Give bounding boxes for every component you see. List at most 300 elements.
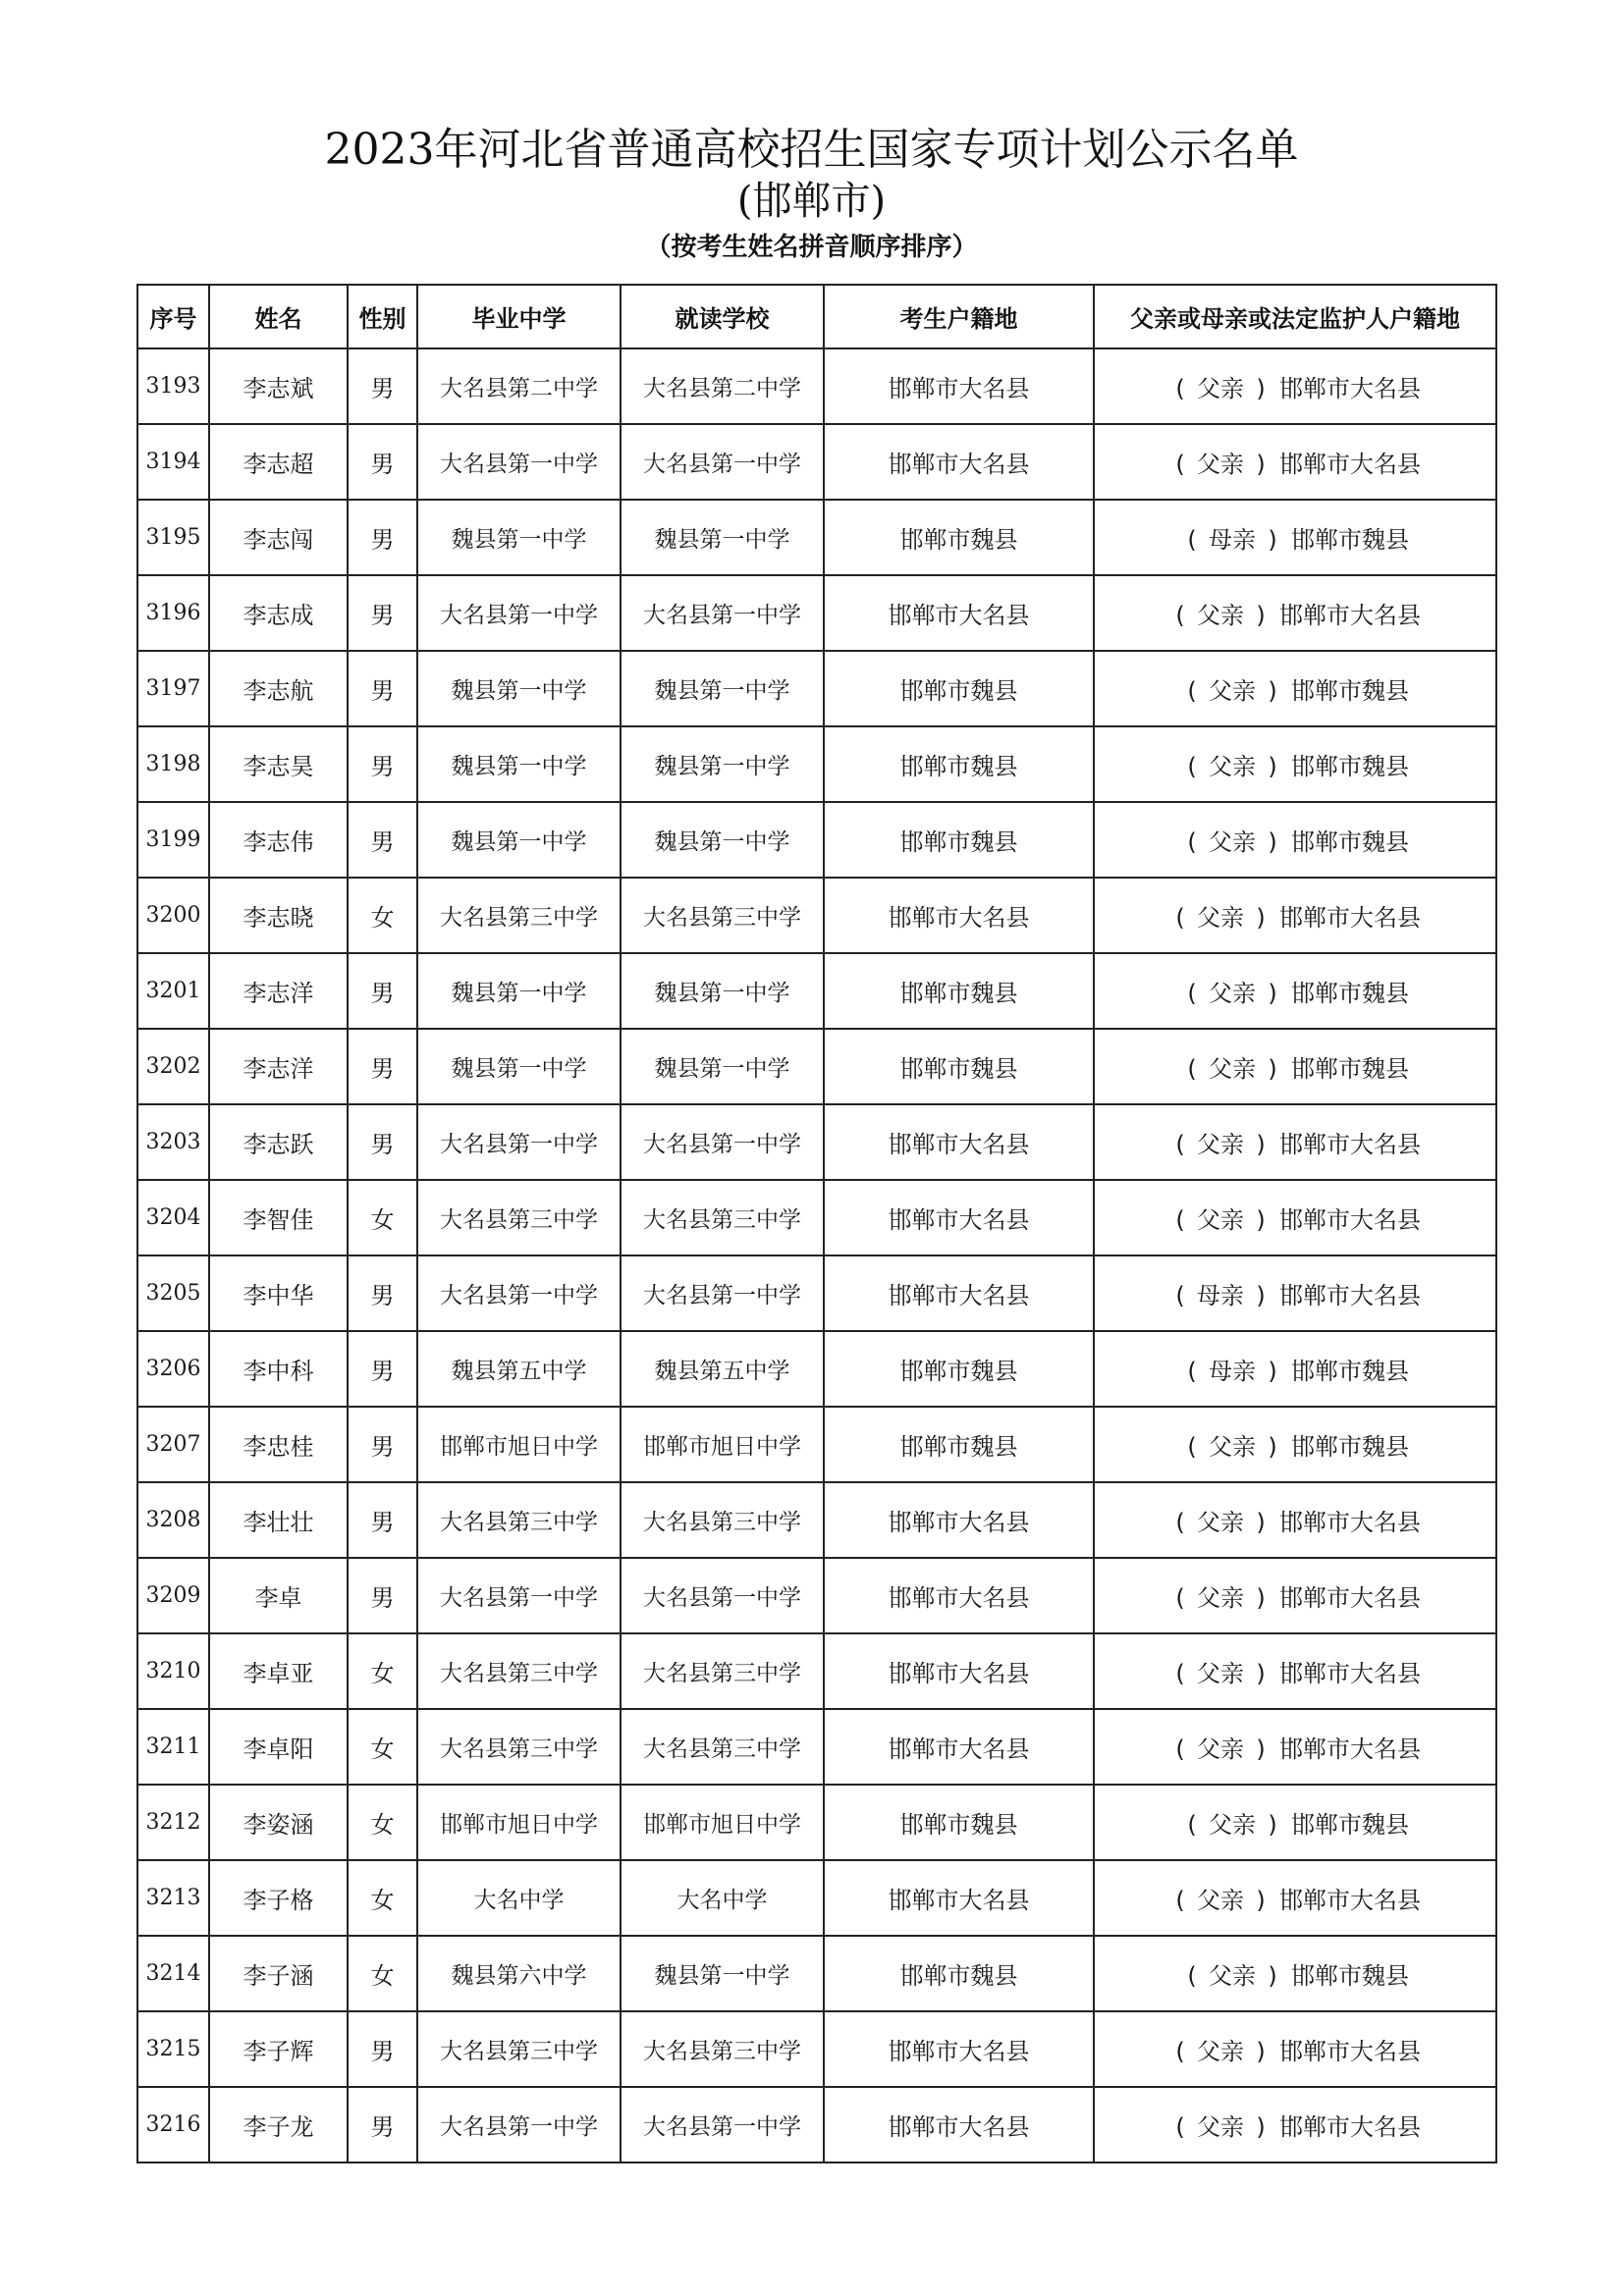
student-name-cell: 李智佳 [209, 1180, 348, 1255]
guardian-residence-cell [1094, 878, 1496, 953]
guardian-residence-cell [1094, 424, 1496, 500]
table-row [137, 1558, 1496, 1633]
residence-cell: 邯郸市魏县 [824, 726, 1094, 802]
residence-cell: 邯郸市魏县 [824, 651, 1094, 726]
gender-cell: 男 [348, 651, 417, 726]
close-paren: ) [1256, 1131, 1266, 1158]
gender-cell: 女 [348, 1633, 417, 1709]
student-name-cell: 李志航 [209, 651, 348, 726]
guardian-residence-cell [1094, 348, 1496, 424]
table-row [137, 1331, 1496, 1407]
student-name-cell: 李子格 [209, 1860, 348, 1936]
guardian-place: 邯郸市大名县 [1279, 1509, 1421, 1536]
graduation-school-cell: 大名县第三中学 [417, 2011, 621, 2087]
serial-number-cell: 3211 [137, 1709, 209, 1785]
table-row [137, 1180, 1496, 1255]
guardian-place: 邯郸市大名县 [1279, 602, 1421, 629]
table-row [137, 424, 1496, 500]
residence-cell: 邯郸市魏县 [824, 1331, 1094, 1407]
gender-cell: 男 [348, 1482, 417, 1558]
close-paren: ) [1256, 1735, 1266, 1763]
student-name-cell: 李卓 [209, 1558, 348, 1633]
current-school-cell: 大名县第三中学 [621, 2011, 824, 2087]
table-row [137, 2087, 1496, 2163]
serial-number-cell: 3197 [137, 651, 209, 726]
graduation-school-cell: 大名县第三中学 [417, 1709, 621, 1785]
open-paren: ( [1175, 1206, 1185, 1234]
gender-cell: 男 [348, 726, 417, 802]
sort-note: （按考生姓名拼音顺序排序） [645, 233, 978, 262]
graduation-school-cell: 邯郸市旭日中学 [417, 1785, 621, 1860]
serial-number-cell: 3196 [137, 575, 209, 651]
serial-number-cell: 3214 [137, 1936, 209, 2011]
guardian-relation: 父亲 [1209, 1055, 1256, 1083]
guardian-place: 邯郸市大名县 [1279, 1282, 1421, 1309]
residence-cell: 邯郸市大名县 [824, 1482, 1094, 1558]
guardian-place: 邯郸市魏县 [1291, 1055, 1409, 1083]
column-header-no: 序号 [137, 285, 209, 348]
graduation-school-cell: 魏县第一中学 [417, 726, 621, 802]
open-paren: ( [1187, 1962, 1197, 1990]
graduation-school-cell: 大名中学 [417, 1860, 621, 1936]
student-name-cell: 李志昊 [209, 726, 348, 802]
student-name-cell: 李志跃 [209, 1104, 348, 1180]
residence-cell: 邯郸市大名县 [824, 1558, 1094, 1633]
student-name-cell: 李志洋 [209, 953, 348, 1029]
guardian-relation: 父亲 [1209, 677, 1256, 705]
gender-cell: 女 [348, 878, 417, 953]
table-row [137, 878, 1496, 953]
guardian-place: 邯郸市魏县 [1291, 526, 1409, 554]
close-paren: ) [1256, 1206, 1266, 1234]
open-paren: ( [1175, 1509, 1185, 1536]
gender-cell: 男 [348, 348, 417, 424]
current-school-cell: 魏县第一中学 [621, 802, 824, 878]
graduation-school-cell: 大名县第一中学 [417, 1558, 621, 1633]
student-name-cell: 李志成 [209, 575, 348, 651]
column-header-residence: 考生户籍地 [824, 285, 1094, 348]
open-paren: ( [1175, 451, 1185, 478]
open-paren: ( [1175, 1584, 1185, 1612]
guardian-relation: 父亲 [1197, 1735, 1244, 1763]
guardian-residence-cell [1094, 1709, 1496, 1785]
serial-number-cell: 3201 [137, 953, 209, 1029]
graduation-school-cell: 魏县第六中学 [417, 1936, 621, 2011]
table-row [137, 1785, 1496, 1860]
guardian-relation: 父亲 [1197, 2038, 1244, 2065]
gender-cell: 男 [348, 1029, 417, 1104]
student-name-cell: 李子涵 [209, 1936, 348, 2011]
current-school-cell: 魏县第一中学 [621, 1936, 824, 2011]
current-school-cell: 大名县第一中学 [621, 424, 824, 500]
gender-cell: 男 [348, 2087, 417, 2163]
open-paren: ( [1187, 828, 1197, 856]
guardian-relation: 母亲 [1209, 1358, 1256, 1385]
graduation-school-cell: 大名县第一中学 [417, 575, 621, 651]
close-paren: ) [1256, 2038, 1266, 2065]
serial-number-cell: 3216 [137, 2087, 209, 2163]
guardian-relation: 父亲 [1197, 451, 1244, 478]
serial-number-cell: 3206 [137, 1331, 209, 1407]
student-name-cell: 李志超 [209, 424, 348, 500]
table-row [137, 1709, 1496, 1785]
guardian-residence-cell [1094, 953, 1496, 1029]
close-paren: ) [1268, 980, 1277, 1007]
open-paren: ( [1175, 1887, 1185, 1914]
residence-cell: 邯郸市大名县 [824, 1633, 1094, 1709]
residence-cell: 邯郸市大名县 [824, 878, 1094, 953]
guardian-residence-cell [1094, 802, 1496, 878]
gender-cell: 男 [348, 575, 417, 651]
open-paren: ( [1187, 753, 1197, 780]
close-paren: ) [1256, 2113, 1266, 2141]
table-row [137, 1255, 1496, 1331]
guardian-residence-cell [1094, 2087, 1496, 2163]
roster-body [137, 348, 1496, 2163]
residence-cell: 邯郸市大名县 [824, 1709, 1094, 1785]
graduation-school-cell: 大名县第一中学 [417, 2087, 621, 2163]
serial-number-cell: 3204 [137, 1180, 209, 1255]
guardian-relation: 父亲 [1197, 1131, 1244, 1158]
guardian-residence-cell [1094, 1633, 1496, 1709]
open-paren: ( [1175, 1735, 1185, 1763]
guardian-place: 邯郸市魏县 [1291, 828, 1409, 856]
current-school-cell: 魏县第一中学 [621, 726, 824, 802]
open-paren: ( [1175, 602, 1185, 629]
guardian-place: 邯郸市魏县 [1291, 753, 1409, 780]
table-header-row [137, 285, 1496, 348]
roster-table [136, 284, 1497, 2163]
close-paren: ) [1268, 1962, 1277, 1990]
guardian-relation: 父亲 [1197, 2113, 1244, 2141]
student-name-cell: 李志伟 [209, 802, 348, 878]
column-header-name: 姓名 [209, 285, 348, 348]
close-paren: ) [1268, 828, 1277, 856]
guardian-place: 邯郸市魏县 [1291, 677, 1409, 705]
serial-number-cell: 3208 [137, 1482, 209, 1558]
student-name-cell: 李中华 [209, 1255, 348, 1331]
gender-cell: 女 [348, 1785, 417, 1860]
open-paren: ( [1187, 980, 1197, 1007]
open-paren: ( [1187, 526, 1197, 554]
gender-cell: 男 [348, 1331, 417, 1407]
current-school-cell: 邯郸市旭日中学 [621, 1407, 824, 1482]
graduation-school-cell: 大名县第三中学 [417, 1482, 621, 1558]
guardian-residence-cell [1094, 1558, 1496, 1633]
guardian-place: 邯郸市大名县 [1279, 1206, 1421, 1234]
current-school-cell: 大名中学 [621, 1860, 824, 1936]
guardian-place: 邯郸市大名县 [1279, 1660, 1421, 1687]
guardian-relation: 父亲 [1209, 980, 1256, 1007]
current-school-cell: 大名县第一中学 [621, 1558, 824, 1633]
serial-number-cell: 3193 [137, 348, 209, 424]
guardian-relation: 父亲 [1197, 1584, 1244, 1612]
close-paren: ) [1256, 1887, 1266, 1914]
student-name-cell: 李志斌 [209, 348, 348, 424]
close-paren: ) [1256, 904, 1266, 932]
close-paren: ) [1268, 1055, 1277, 1083]
serial-number-cell: 3195 [137, 500, 209, 575]
student-name-cell: 李壮壮 [209, 1482, 348, 1558]
student-name-cell: 李卓亚 [209, 1633, 348, 1709]
guardian-relation: 父亲 [1209, 1962, 1256, 1990]
current-school-cell: 大名县第三中学 [621, 1482, 824, 1558]
current-school-cell: 魏县第一中学 [621, 651, 824, 726]
graduation-school-cell: 魏县第一中学 [417, 500, 621, 575]
guardian-place: 邯郸市大名县 [1279, 2113, 1421, 2141]
serial-number-cell: 3209 [137, 1558, 209, 1633]
student-name-cell: 李志晓 [209, 878, 348, 953]
graduation-school-cell: 魏县第一中学 [417, 651, 621, 726]
open-paren: ( [1187, 677, 1197, 705]
gender-cell: 男 [348, 1104, 417, 1180]
guardian-relation: 父亲 [1197, 1660, 1244, 1687]
guardian-relation: 母亲 [1197, 1282, 1244, 1309]
serial-number-cell: 3199 [137, 802, 209, 878]
graduation-school-cell: 邯郸市旭日中学 [417, 1407, 621, 1482]
guardian-residence-cell [1094, 1785, 1496, 1860]
current-school-cell: 大名县第三中学 [621, 878, 824, 953]
residence-cell: 邯郸市大名县 [824, 575, 1094, 651]
graduation-school-cell: 魏县第一中学 [417, 953, 621, 1029]
guardian-place: 邯郸市魏县 [1291, 1358, 1409, 1385]
guardian-place: 邯郸市魏县 [1291, 1962, 1409, 1990]
guardian-relation: 父亲 [1197, 1509, 1244, 1536]
gender-cell: 男 [348, 500, 417, 575]
guardian-relation: 父亲 [1197, 1206, 1244, 1234]
guardian-residence-cell [1094, 1936, 1496, 2011]
serial-number-cell: 3215 [137, 2011, 209, 2087]
current-school-cell: 邯郸市旭日中学 [621, 1785, 824, 1860]
close-paren: ) [1268, 1358, 1277, 1385]
guardian-place: 邯郸市大名县 [1279, 904, 1421, 932]
residence-cell: 邯郸市魏县 [824, 1936, 1094, 2011]
residence-cell: 邯郸市大名县 [824, 1104, 1094, 1180]
close-paren: ) [1256, 451, 1266, 478]
table-row [137, 726, 1496, 802]
gender-cell: 男 [348, 424, 417, 500]
table-row [137, 348, 1496, 424]
residence-cell: 邯郸市大名县 [824, 424, 1094, 500]
gender-cell: 男 [348, 1255, 417, 1331]
guardian-residence-cell [1094, 1482, 1496, 1558]
residence-cell: 邯郸市魏县 [824, 1407, 1094, 1482]
table-row [137, 953, 1496, 1029]
gender-cell: 女 [348, 1860, 417, 1936]
open-paren: ( [1175, 2113, 1185, 2141]
student-name-cell: 李忠桂 [209, 1407, 348, 1482]
graduation-school-cell: 魏县第五中学 [417, 1331, 621, 1407]
open-paren: ( [1187, 1055, 1197, 1083]
graduation-school-cell: 大名县第三中学 [417, 1180, 621, 1255]
guardian-relation: 父亲 [1197, 1887, 1244, 1914]
graduation-school-cell: 大名县第三中学 [417, 878, 621, 953]
table-row [137, 1633, 1496, 1709]
close-paren: ) [1268, 1811, 1277, 1839]
table-row [137, 651, 1496, 726]
graduation-school-cell: 大名县第一中学 [417, 1255, 621, 1331]
guardian-residence-cell [1094, 651, 1496, 726]
graduation-school-cell: 魏县第一中学 [417, 802, 621, 878]
page-subtitle: (邯郸市) [736, 179, 887, 224]
serial-number-cell: 3198 [137, 726, 209, 802]
current-school-cell: 大名县第三中学 [621, 1709, 824, 1785]
guardian-residence-cell [1094, 1104, 1496, 1180]
close-paren: ) [1256, 602, 1266, 629]
open-paren: ( [1175, 904, 1185, 932]
current-school-cell: 大名县第三中学 [621, 1633, 824, 1709]
graduation-school-cell: 大名县第一中学 [417, 1104, 621, 1180]
guardian-relation: 父亲 [1197, 375, 1244, 402]
residence-cell: 邯郸市魏县 [824, 802, 1094, 878]
student-name-cell: 李姿涵 [209, 1785, 348, 1860]
table-row [137, 1104, 1496, 1180]
graduation-school-cell: 大名县第三中学 [417, 1633, 621, 1709]
guardian-relation: 父亲 [1209, 828, 1256, 856]
guardian-residence-cell [1094, 1860, 1496, 1936]
residence-cell: 邯郸市大名县 [824, 1255, 1094, 1331]
residence-cell: 邯郸市大名县 [824, 1180, 1094, 1255]
close-paren: ) [1268, 1433, 1277, 1461]
current-school-cell: 大名县第二中学 [621, 348, 824, 424]
table-row [137, 1860, 1496, 1936]
column-header-gender: 性别 [348, 285, 417, 348]
table-row [137, 1407, 1496, 1482]
residence-cell: 邯郸市大名县 [824, 2087, 1094, 2163]
serial-number-cell: 3202 [137, 1029, 209, 1104]
graduation-school-cell: 大名县第二中学 [417, 348, 621, 424]
guardian-relation: 父亲 [1197, 904, 1244, 932]
gender-cell: 女 [348, 1709, 417, 1785]
guardian-place: 邯郸市大名县 [1279, 2038, 1421, 2065]
guardian-place: 邯郸市大名县 [1279, 1131, 1421, 1158]
current-school-cell: 大名县第一中学 [621, 1255, 824, 1331]
close-paren: ) [1268, 753, 1277, 780]
serial-number-cell: 3205 [137, 1255, 209, 1331]
open-paren: ( [1175, 2038, 1185, 2065]
table-row [137, 1936, 1496, 2011]
table-row [137, 575, 1496, 651]
open-paren: ( [1175, 375, 1185, 402]
guardian-place: 邯郸市大名县 [1279, 451, 1421, 478]
serial-number-cell: 3212 [137, 1785, 209, 1860]
graduation-school-cell: 魏县第一中学 [417, 1029, 621, 1104]
guardian-residence-cell [1094, 575, 1496, 651]
guardian-residence-cell [1094, 726, 1496, 802]
current-school-cell: 魏县第一中学 [621, 500, 824, 575]
guardian-relation: 母亲 [1209, 526, 1256, 554]
table-row [137, 2011, 1496, 2087]
gender-cell: 男 [348, 1407, 417, 1482]
close-paren: ) [1256, 1660, 1266, 1687]
table-row [137, 500, 1496, 575]
residence-cell: 邯郸市魏县 [824, 500, 1094, 575]
close-paren: ) [1256, 375, 1266, 402]
guardian-relation: 父亲 [1209, 1811, 1256, 1839]
guardian-residence-cell [1094, 1407, 1496, 1482]
close-paren: ) [1256, 1282, 1266, 1309]
guardian-place: 邯郸市魏县 [1291, 1433, 1409, 1461]
current-school-cell: 魏县第一中学 [621, 1029, 824, 1104]
serial-number-cell: 3200 [137, 878, 209, 953]
student-name-cell: 李卓阳 [209, 1709, 348, 1785]
current-school-cell: 魏县第五中学 [621, 1331, 824, 1407]
guardian-residence-cell [1094, 2011, 1496, 2087]
residence-cell: 邯郸市魏县 [824, 1785, 1094, 1860]
guardian-place: 邯郸市魏县 [1291, 1811, 1409, 1839]
column-header-guardian-residence: 父亲或母亲或法定监护人户籍地 [1094, 285, 1496, 348]
serial-number-cell: 3207 [137, 1407, 209, 1482]
residence-cell: 邯郸市魏县 [824, 953, 1094, 1029]
serial-number-cell: 3210 [137, 1633, 209, 1709]
table-row [137, 1029, 1496, 1104]
residence-cell: 邯郸市大名县 [824, 1860, 1094, 1936]
close-paren: ) [1256, 1584, 1266, 1612]
page-title: 2023年河北省普通高校招生国家专项计划公示名单 [324, 125, 1299, 175]
gender-cell: 男 [348, 953, 417, 1029]
guardian-relation: 父亲 [1209, 753, 1256, 780]
guardian-residence-cell [1094, 1255, 1496, 1331]
residence-cell: 邯郸市大名县 [824, 348, 1094, 424]
gender-cell: 男 [348, 1558, 417, 1633]
graduation-school-cell: 大名县第一中学 [417, 424, 621, 500]
open-paren: ( [1175, 1282, 1185, 1309]
column-header-current-school: 就读学校 [621, 285, 824, 348]
student-name-cell: 李子辉 [209, 2011, 348, 2087]
current-school-cell: 大名县第三中学 [621, 1180, 824, 1255]
open-paren: ( [1187, 1358, 1197, 1385]
guardian-relation: 父亲 [1209, 1433, 1256, 1461]
table-row [137, 1482, 1496, 1558]
gender-cell: 男 [348, 2011, 417, 2087]
current-school-cell: 大名县第一中学 [621, 2087, 824, 2163]
guardian-residence-cell [1094, 500, 1496, 575]
open-paren: ( [1187, 1811, 1197, 1839]
guardian-place: 邯郸市大名县 [1279, 1735, 1421, 1763]
serial-number-cell: 3203 [137, 1104, 209, 1180]
guardian-residence-cell [1094, 1331, 1496, 1407]
column-header-grad-school: 毕业中学 [417, 285, 621, 348]
guardian-residence-cell [1094, 1180, 1496, 1255]
gender-cell: 男 [348, 802, 417, 878]
guardian-place: 邯郸市魏县 [1291, 980, 1409, 1007]
table-row [137, 802, 1496, 878]
gender-cell: 女 [348, 1936, 417, 2011]
guardian-place: 邯郸市大名县 [1279, 1887, 1421, 1914]
gender-cell: 女 [348, 1180, 417, 1255]
current-school-cell: 魏县第一中学 [621, 953, 824, 1029]
guardian-place: 邯郸市大名县 [1279, 1584, 1421, 1612]
current-school-cell: 大名县第一中学 [621, 1104, 824, 1180]
open-paren: ( [1187, 1433, 1197, 1461]
guardian-relation: 父亲 [1197, 602, 1244, 629]
guardian-place: 邯郸市大名县 [1279, 375, 1421, 402]
student-name-cell: 李中科 [209, 1331, 348, 1407]
residence-cell: 邯郸市魏县 [824, 1029, 1094, 1104]
residence-cell: 邯郸市大名县 [824, 2011, 1094, 2087]
serial-number-cell: 3213 [137, 1860, 209, 1936]
open-paren: ( [1175, 1660, 1185, 1687]
student-name-cell: 李志洋 [209, 1029, 348, 1104]
student-name-cell: 李志闯 [209, 500, 348, 575]
student-name-cell: 李子龙 [209, 2087, 348, 2163]
close-paren: ) [1268, 526, 1277, 554]
guardian-residence-cell [1094, 1029, 1496, 1104]
close-paren: ) [1268, 677, 1277, 705]
close-paren: ) [1256, 1509, 1266, 1536]
current-school-cell: 大名县第一中学 [621, 575, 824, 651]
open-paren: ( [1175, 1131, 1185, 1158]
